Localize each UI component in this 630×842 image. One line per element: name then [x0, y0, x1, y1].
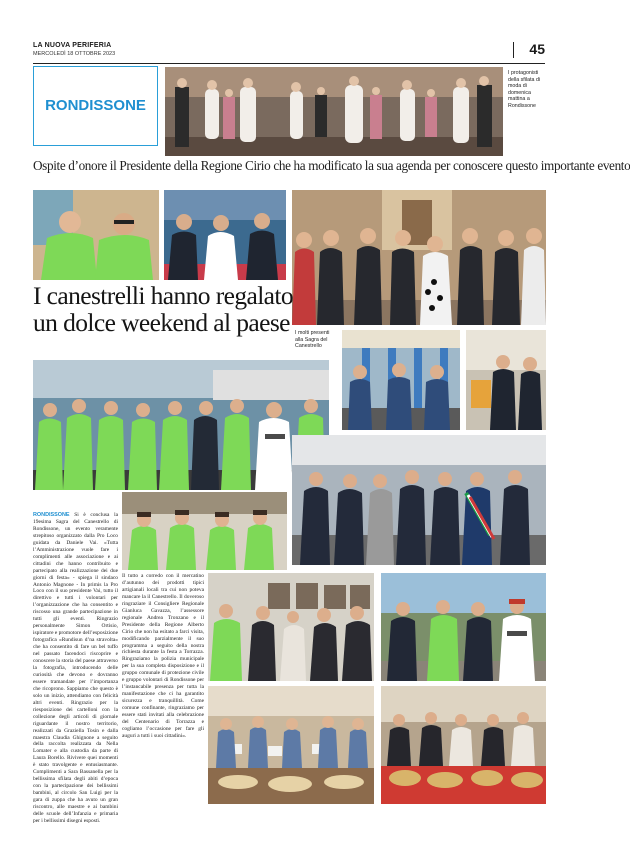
- masthead-divider: [513, 42, 514, 58]
- photo-women-volunteers: [122, 492, 287, 570]
- article-text-2: Il tutto a corredo con il mercatino d’autunno dei prodotti tipici artigianali locali tra cui non poteva mancare la il Canestrello. Il doveroso ringraziare il Consigliere Regionale Gianluca Gavazza, l’assessore regionale Andrea Tronzano e il Presidente della Regione Alberto Cirio che non ha esitato a farci visita, modificando parzialmente il suo programma a seguito della nostra richiesta durante la festa a Torrazza. Ringraziamo la polizia municipale per la sua completa disposizione e il gruppo comunale di protezione civile e gruppo volontari di Rondissone per l’instancabile presenza per tutta la manifestazione che ci ha garantito sicurezza e tranquillità. Come comune confinante, ringraziamo per essere stati invitati alla celebrazione del Centenario di Torrazza e cogliamo l’occasione per fare gli auguri a tutti i suoi cittadini».: [122, 573, 204, 739]
- section-label: RONDISSONE: [45, 97, 146, 114]
- article-subhead: Ospite d’onore il Presidente della Regione Cirio che ha modificato la sua agenda per conoscere questo importante evento: [33, 158, 630, 173]
- section-box: [33, 66, 158, 146]
- issue-date: MERCOLEDÌ 18 OTTOBRE 2023: [33, 51, 116, 57]
- photo-volunteers-group: [33, 360, 329, 490]
- photo-officials-tricolor-sash: [292, 435, 546, 565]
- photo-market-stand: [342, 330, 460, 430]
- photo-stage-men: [164, 190, 286, 280]
- photo-outdoor-group: [381, 573, 546, 681]
- caption-fashion: I protagonisti della sfilata di moda di domenica mattina a Rondissone: [508, 70, 541, 109]
- newspaper-name: LA NUOVA PERIFERIA: [33, 42, 112, 49]
- page-number: 45: [529, 41, 545, 57]
- photo-dignitaries: [466, 330, 546, 430]
- article-column-1: [33, 512, 119, 824]
- article-lead-locality: RONDISSONE: [33, 512, 70, 518]
- photo-prize-baskets: [381, 686, 546, 804]
- photo-green-shirts-duo: [33, 190, 159, 280]
- article-headline: I canestrelli hanno regalato un dolce weekend al paese: [33, 281, 294, 337]
- photo-fashion-show: [165, 67, 503, 156]
- masthead: [33, 40, 545, 64]
- photo-church-group: [292, 190, 546, 325]
- photo-children-table: [208, 686, 374, 804]
- article-text-1: Si è conclusa la 19esima Sagra del Canestrello di Rondissone, un evento veramente strepitoso organizzato dalla Pro Loco guidata da Daniele Vai. «Tutta l’Amministrazione vuole fare i complimenti alle associazione e ai cittadini che hanno contribuito e partecipato alla realizzazione dei due giorni di festa» - spiega il sindaco Antonio Magnone - In primis la Pro Loco con il suo presidente Vai, tutto il direttivo e tutti i volontari per l’organizzazione che ha consentito e riscosso una grande partecipazione in tutti gli eventi. Ringrazio personalmente Simon Ortisio, ispiratore e promotore dell’esposizione fotografica «Rundisun d’na stravolta» che ha consentito di fare un bel tuffo nel passato facendoci riscoprire e conoscere la storia del paese attraverso la fotografia, introducendo delle curiosità che devono e dovranno essere tramandate per l’importanza che ricoprono. Sappiamo che questo è solo un inizio, attendiamo con felicità altri eventi. Ringrazio per la riesposizione dei cartelloni con la collezione degli articoli di giornale riguardante il nostro territorio, realizzati da Graziella Tosin e dalla maestra Claudia Ghignone a seguito della raccolta realizzata da Nella Lomater e alla custodia da parte di Laura Borello. Rivivere quei momenti è stato travolgente e entusiasmante. Complimenti a Sara Bassanella per la bellissima sfilata degli abiti d’epoca con la partecipazione dei bellissimi bambini, al circolo San Luigi per la gara di zuppa che ha avuto un gran riscontro, alle maestre e ai bambini delle scuole dell’Infanzia e primaria per i bellissimi disegni esposti.: [33, 512, 119, 824]
- photo-exhibition-room: [208, 573, 374, 681]
- article-column-2: [122, 573, 204, 803]
- caption-presenti: I molti presenti alla Sagra del Canestrello: [295, 330, 330, 350]
